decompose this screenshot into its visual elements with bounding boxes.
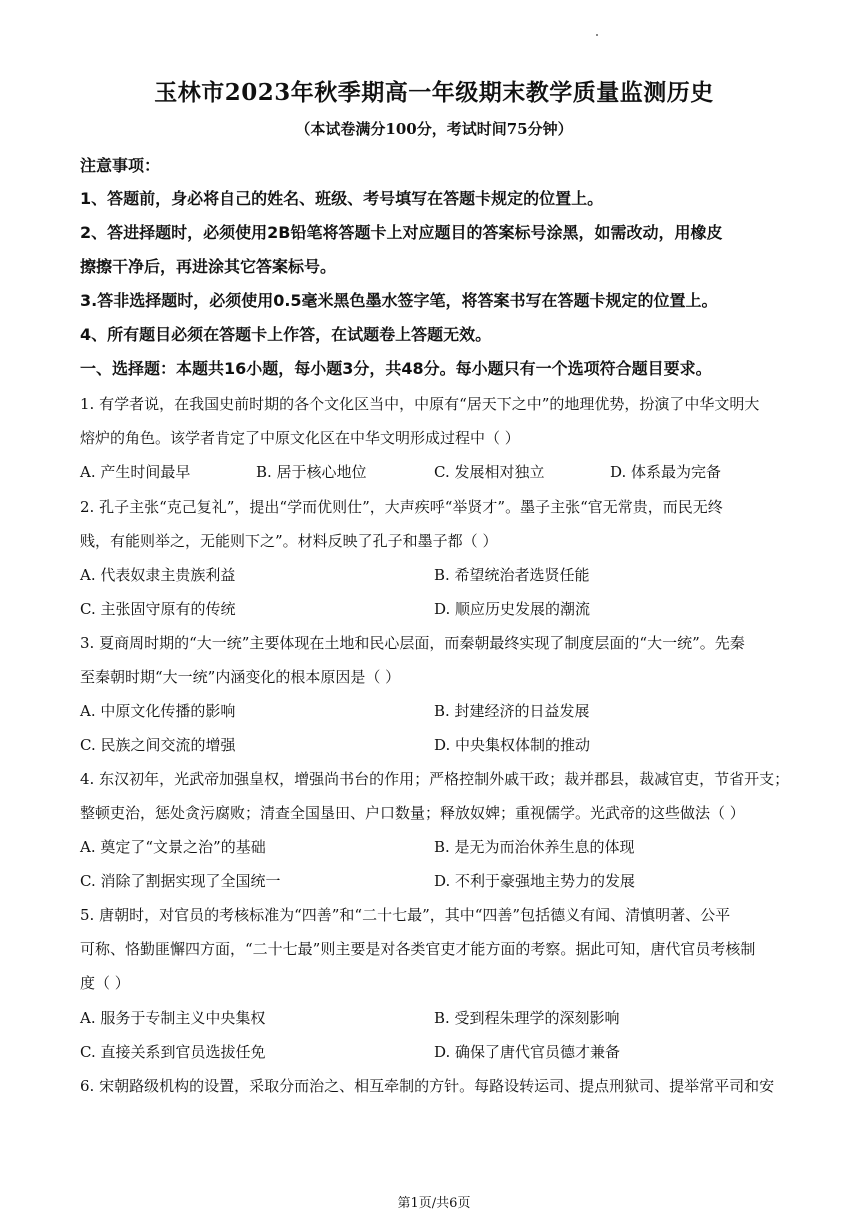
notes-heading: 注意事项：	[80, 156, 161, 175]
q2-option-b: B. 希望统治者选贤任能	[434, 566, 590, 584]
q4-option-d: D. 不利于豪强地主势力的发展	[434, 872, 636, 890]
page-title: 玉林市2023年秋季期高一年级期末教学质量监测历史	[154, 79, 714, 106]
page-subtitle: （本试卷满分100分，考试时间75分钟）	[295, 120, 573, 138]
q6-stem-line1: 6. 宋朝路级机构的设置，采取分而治之、相互牵制的方针。每路设转运司、提点刑狱司、提举常平司和安	[80, 1077, 775, 1095]
q5-option-c: C. 直接关系到官员选拔任免	[80, 1043, 266, 1061]
q2-option-d: D. 顺应历史发展的潮流	[434, 600, 591, 618]
note-item-3: 3.答非选择题时，必须使用0.5毫米黑色墨水签字笔，将答案书写在答题卡规定的位置上。	[80, 291, 718, 310]
q4-option-c: C. 消除了割据实现了全国统一	[80, 872, 281, 890]
q5-option-b: B. 受到程朱理学的深刻影响	[434, 1009, 620, 1027]
q2-stem-line1: 2. 孔子主张“克己复礼”，提出“学而优则仕”，大声疾呼“举贤才”。墨子主张“官无常贵，而民无终	[80, 498, 723, 516]
q5-option-d: D. 确保了唐代官员德才兼备	[434, 1043, 621, 1061]
q2-stem-line2: 贱，有能则举之，无能则下之”。材料反映了孔子和墨子都（ ）	[80, 532, 498, 550]
q5-stem-line3: 度（ ）	[80, 974, 130, 992]
q3-stem-line2: 至秦朝时期“大一统”内涵变化的根本原因是（ ）	[80, 668, 401, 686]
q1-option-b: B. 居于核心地位	[256, 463, 367, 481]
scan-dot	[596, 34, 598, 36]
note-item-1: 1、答题前，身必将自己的姓名、班级、考号填写在答题卡规定的位置上。	[80, 189, 604, 208]
q1-option-a: A. 产生时间最早	[80, 463, 191, 481]
note-item-4: 4、所有题目必须在答题卡上作答，在试题卷上答题无效。	[80, 325, 492, 344]
q4-stem-line1: 4. 东汉初年，光武帝加强皇权，增强尚书台的作用；严格控制外戚干政；裁并郡县，裁减官吏，节省开支；	[80, 770, 790, 788]
q3-option-b: B. 封建经济的日益发展	[434, 702, 590, 720]
note-item-2-line2: 擦擦干净后，再进涂其它答案标号。	[80, 257, 337, 276]
q4-option-a: A. 奠定了“文景之治”的基础	[80, 838, 266, 856]
q3-option-a: A. 中原文化传播的影响	[80, 702, 236, 720]
q3-option-c: C. 民族之间交流的增强	[80, 736, 236, 754]
q4-option-b: B. 是无为而治休养生息的体现	[434, 838, 635, 856]
q1-stem-line1: 1. 有学者说，在我国史前时期的各个文化区当中，中原有“居天下之中”的地理优势，扮演了中华文明大	[80, 395, 760, 413]
section-heading: 一、选择题：本题共16小题，每小题3分，共48分。每小题只有一个选项符合题目要求。	[80, 359, 712, 378]
q1-option-c: C. 发展相对独立	[434, 463, 545, 481]
q2-option-c: C. 主张固守原有的传统	[80, 600, 236, 618]
q4-stem-line2: 整顿吏治，惩处贪污腐败；清查全国垦田、户口数量；释放奴婢；重视儒学。光武帝的这些做法（ ）	[80, 804, 745, 822]
q3-stem-line1: 3. 夏商周时期的“大一统”主要体现在土地和民心层面，而秦朝最终实现了制度层面的“大一统”。先秦	[80, 634, 745, 652]
page-footer: 第1页/共6页	[397, 1196, 471, 1211]
q5-stem-line2: 可称、恪勤匪懈四方面，“二十七最”则主要是对各类官吏才能方面的考察。据此可知，唐代官员考核制	[80, 940, 756, 958]
q1-option-d: D. 体系最为完备	[610, 463, 722, 481]
q5-stem-line1: 5. 唐朝时，对官员的考核标准为“四善”和“二十七最”，其中“四善”包括德义有闻、清慎明著、公平	[80, 906, 731, 924]
q5-option-a: A. 服务于专制主义中央集权	[80, 1009, 266, 1027]
q2-option-a: A. 代表奴隶主贵族利益	[80, 566, 236, 584]
q3-option-d: D. 中央集权体制的推动	[434, 736, 591, 754]
note-item-2-line1: 2、答进择题时，必须使用2B铅笔将答题卡上对应题目的答案标号涂黑，如需改动，用橡皮	[80, 223, 723, 242]
q1-stem-line2: 熔炉的角色。该学者肯定了中原文化区在中华文明形成过程中（ ）	[80, 429, 520, 447]
